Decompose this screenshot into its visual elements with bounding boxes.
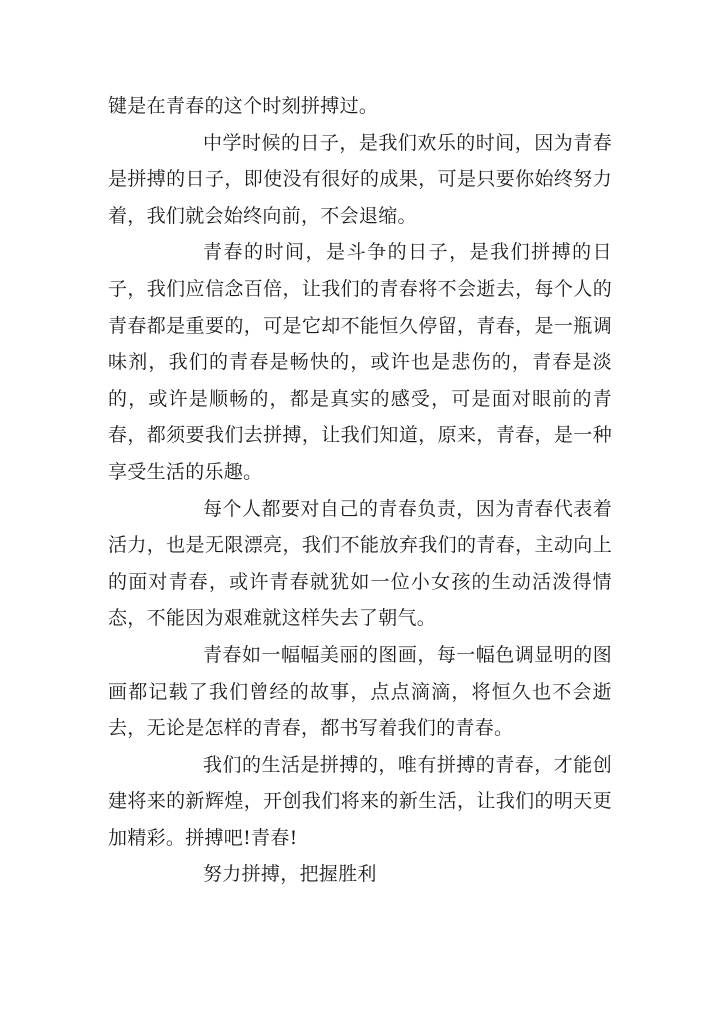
paragraph-continuation: 键是在青春的这个时刻拼搏过。	[108, 95, 379, 117]
paragraph: 青春的时间，是斗争的日子，是我们拼搏的日子，我们应信念百倍，让我们的青春将不会逝去，每个人的青春都是重要的，可是它却不能恒久停留，青春，是一瓶调味剂，我们的青春是畅快的，或许也是悲伤的，青春是淡的，或许是顺畅的，都是真实的感受，可是面对眼前的青春，都须要我们去拼搏，让我们知道，原来，青春，是一种享受生活的乐趣。	[108, 241, 612, 483]
paragraph: 每个人都要对自己的青春负责，因为青春代表着活力，也是无限漂亮，我们不能放弃我们的青春，主动向上的面对青春，或许青春就犹如一位小女孩的生动活泼得情态，不能因为艰难就这样失去了朝气。	[108, 497, 612, 630]
paragraph: 青春如一幅幅美丽的图画，每一幅色调显明的图画都记载了我们曾经的故事，点点滴滴，将恒久也不会逝去，无论是怎样的青春，都书写着我们的青春。	[108, 643, 612, 740]
document-body	[108, 88, 612, 893]
paragraph: 中学时候的日子，是我们欢乐的时间，因为青春是拼搏的日子，即使没有很好的成果，可是只要你始终努力着，我们就会始终向前，不会退缩。	[108, 131, 612, 227]
section-heading: 努力拼搏，把握胜利	[203, 863, 377, 886]
paragraph: 我们的生活是拼搏的，唯有拼搏的青春，才能创建将来的新辉煌，开创我们将来的新生活，让我们的明天更加精彩。拼搏吧!青春!	[108, 753, 612, 849]
